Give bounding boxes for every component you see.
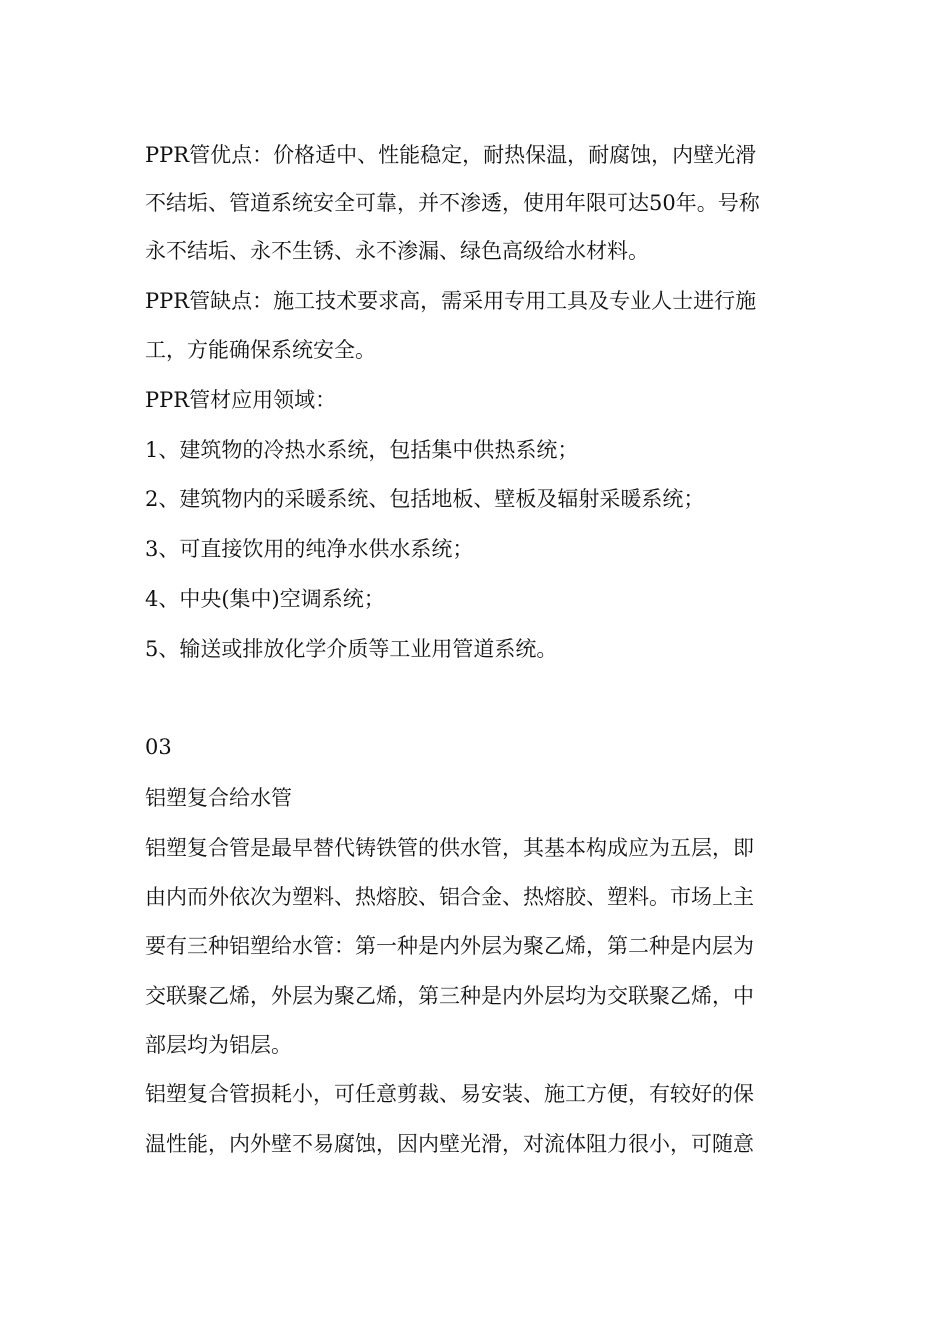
list-item: 4、中央(集中)空调系统；	[145, 587, 385, 611]
section-heading: PPR管材应用领域：	[145, 388, 337, 412]
text-line: 铝塑复合管是最早替代铸铁管的供水管，其基本构成应为五层，即	[145, 836, 754, 860]
text-line: 永不结垢、永不生锈、永不渗漏、绿色高级给水材料。	[145, 239, 649, 263]
text-line: 温性能，内外壁不易腐蚀，因内壁光滑，对流体阻力很小，可随意	[145, 1132, 754, 1156]
text-line: PPR管缺点：施工技术要求高，需采用专用工具及专业人士进行施	[145, 289, 757, 313]
text-line: 部层均为铝层。	[145, 1033, 292, 1057]
text-line: 交联聚乙烯，外层为聚乙烯，第三种是内外层均为交联聚乙烯，中	[145, 984, 754, 1008]
list-item: 2、建筑物内的采暖系统、包括地板、壁板及辐射采暖系统；	[145, 487, 705, 511]
section-number: 03	[145, 735, 172, 759]
text-line: 铝塑复合管损耗小，可任意剪裁、易安装、施工方便，有较好的保	[145, 1082, 754, 1106]
text-line: PPR管优点：价格适中、性能稳定，耐热保温，耐腐蚀，内壁光滑	[145, 143, 757, 167]
text-line: 不结垢、管道系统安全可靠，并不渗透，使用年限可达50年。号称	[145, 191, 760, 215]
section-title: 铝塑复合给水管	[145, 786, 292, 810]
list-item: 1、建筑物的冷热水系统，包括集中供热系统；	[145, 438, 579, 462]
list-item: 3、可直接饮用的纯净水供水系统；	[145, 537, 474, 561]
text-line: 工，方能确保系统安全。	[145, 338, 376, 362]
text-line: 由内而外依次为塑料、热熔胶、铝合金、热熔胶、塑料。市场上主	[145, 885, 754, 909]
text-line: 要有三种铝塑给水管：第一种是内外层为聚乙烯，第二种是内层为	[145, 934, 754, 958]
list-item: 5、输送或排放化学介质等工业用管道系统。	[145, 637, 558, 661]
